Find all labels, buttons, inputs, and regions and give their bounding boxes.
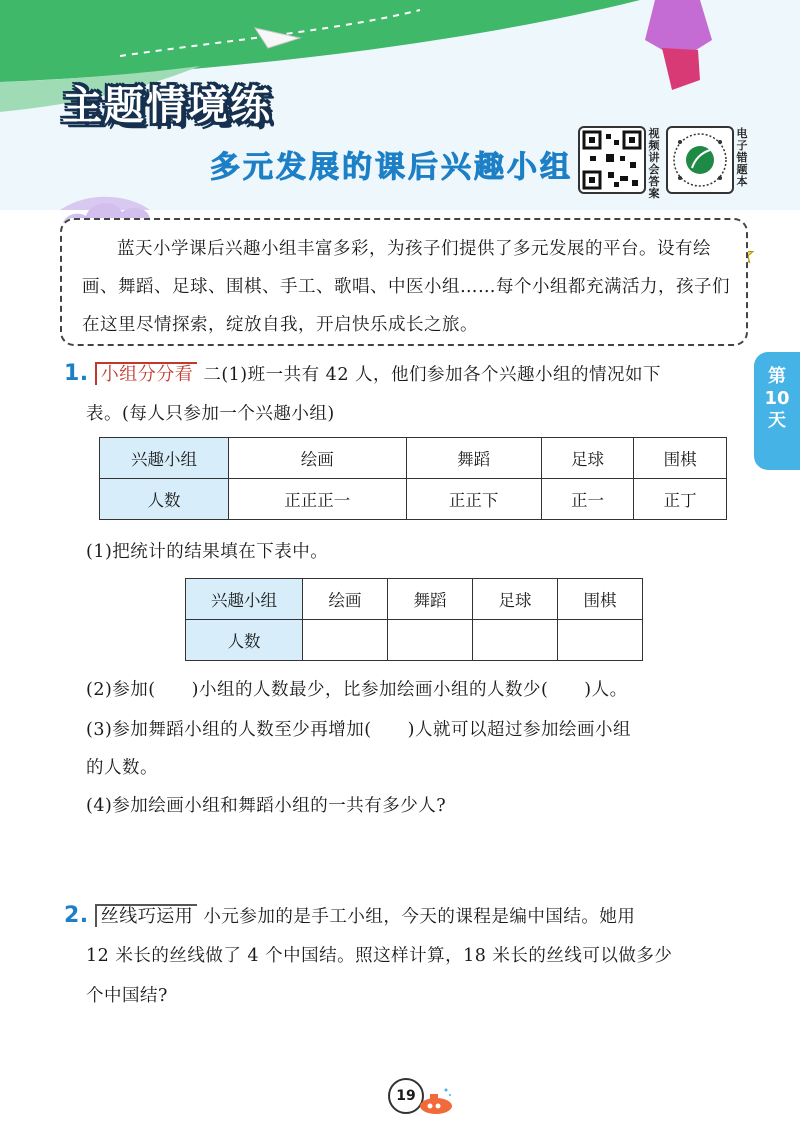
tally-group: 舞蹈 xyxy=(406,438,541,479)
day-tab-number: 10 xyxy=(764,388,790,409)
q1-sub4: (4)参加绘画小组和舞蹈小组的一共有多少人? xyxy=(86,796,447,816)
answer-group: 舞蹈 xyxy=(388,579,473,620)
answer-row-label: 人数 xyxy=(186,620,303,661)
answer-group: 足球 xyxy=(473,579,558,620)
q1-tag: 小组分分看 xyxy=(95,362,198,385)
q2-line1: 小元参加的是手工小组，今天的课程是编中国结。她用 xyxy=(203,907,636,927)
q2-line3: 个中国结? xyxy=(86,986,168,1006)
q1-number: 1. xyxy=(64,361,89,386)
day-tab-line3: 天 xyxy=(768,410,786,431)
tally-mark: 正正下 xyxy=(406,479,541,520)
answer-cell-blank[interactable] xyxy=(388,620,473,661)
q2-number: 2. xyxy=(64,903,89,928)
tally-group: 绘画 xyxy=(229,438,407,479)
qr-code-video xyxy=(578,126,646,194)
answer-group: 围棋 xyxy=(558,579,643,620)
intro-text: 蓝天小学课后兴趣小组丰富多彩，为孩子们提供了多元发展的平台。设有绘画、舞蹈、足球、围棋、手工、歌唱、中医小组……每个小组都充满活力，孩子们在这里尽情探索，绽放自我，开启快乐成长之旅。 xyxy=(82,239,730,335)
submarine-icon xyxy=(416,1086,456,1116)
answer-cell-blank[interactable] xyxy=(558,620,643,661)
q2-tag: 丝线巧运用 xyxy=(95,904,198,927)
qr-code-error-book xyxy=(666,126,734,194)
qr-label-video: 视频讲会答案 xyxy=(648,127,660,200)
answer-header-label: 兴趣小组 xyxy=(186,579,303,620)
tally-header-label: 兴趣小组 xyxy=(100,438,229,479)
q1-sub3-line1: (3)参加舞蹈小组的人数至少再增加( )人就可以超过参加绘画小组 xyxy=(86,720,631,740)
tally-mark: 正正正一 xyxy=(229,479,407,520)
q1-line1: 二(1)班一共有 42 人，他们参加各个兴趣小组的情况如下 xyxy=(203,365,662,385)
day-tab-line1: 第 xyxy=(768,366,786,387)
q1-sub2: (2)参加( )小组的人数最少，比参加绘画小组的人数少( )人。 xyxy=(86,680,628,700)
tally-row-label: 人数 xyxy=(100,479,229,520)
section-subtitle: 多元发展的课后兴趣小组 xyxy=(210,150,573,185)
qr-label-error-book: 电子错题本 xyxy=(736,127,748,188)
q1-line2: 表。(每人只参加一个兴趣小组) xyxy=(86,404,335,424)
answer-cell-blank[interactable] xyxy=(303,620,388,661)
tally-table xyxy=(99,437,727,520)
tally-mark: 正丁 xyxy=(634,479,727,520)
answer-table xyxy=(185,578,643,661)
day-tab xyxy=(754,352,800,470)
q1-sub3-line2: 的人数。 xyxy=(86,758,158,778)
tally-group: 足球 xyxy=(541,438,634,479)
main-title: 主题情境练 xyxy=(62,83,272,129)
q2-line2: 12 米长的丝线做了 4 个中国结。照这样计算，18 米长的丝线可以做多少 xyxy=(86,946,673,966)
page-number: 19 xyxy=(388,1078,424,1114)
answer-group: 绘画 xyxy=(303,579,388,620)
q1-first-line xyxy=(64,360,661,386)
answer-cell-blank[interactable] xyxy=(473,620,558,661)
q2-first-line xyxy=(64,902,635,928)
tally-mark: 正一 xyxy=(541,479,634,520)
tally-group: 围棋 xyxy=(634,438,727,479)
q1-sub1: (1)把统计的结果填在下表中。 xyxy=(86,542,329,562)
